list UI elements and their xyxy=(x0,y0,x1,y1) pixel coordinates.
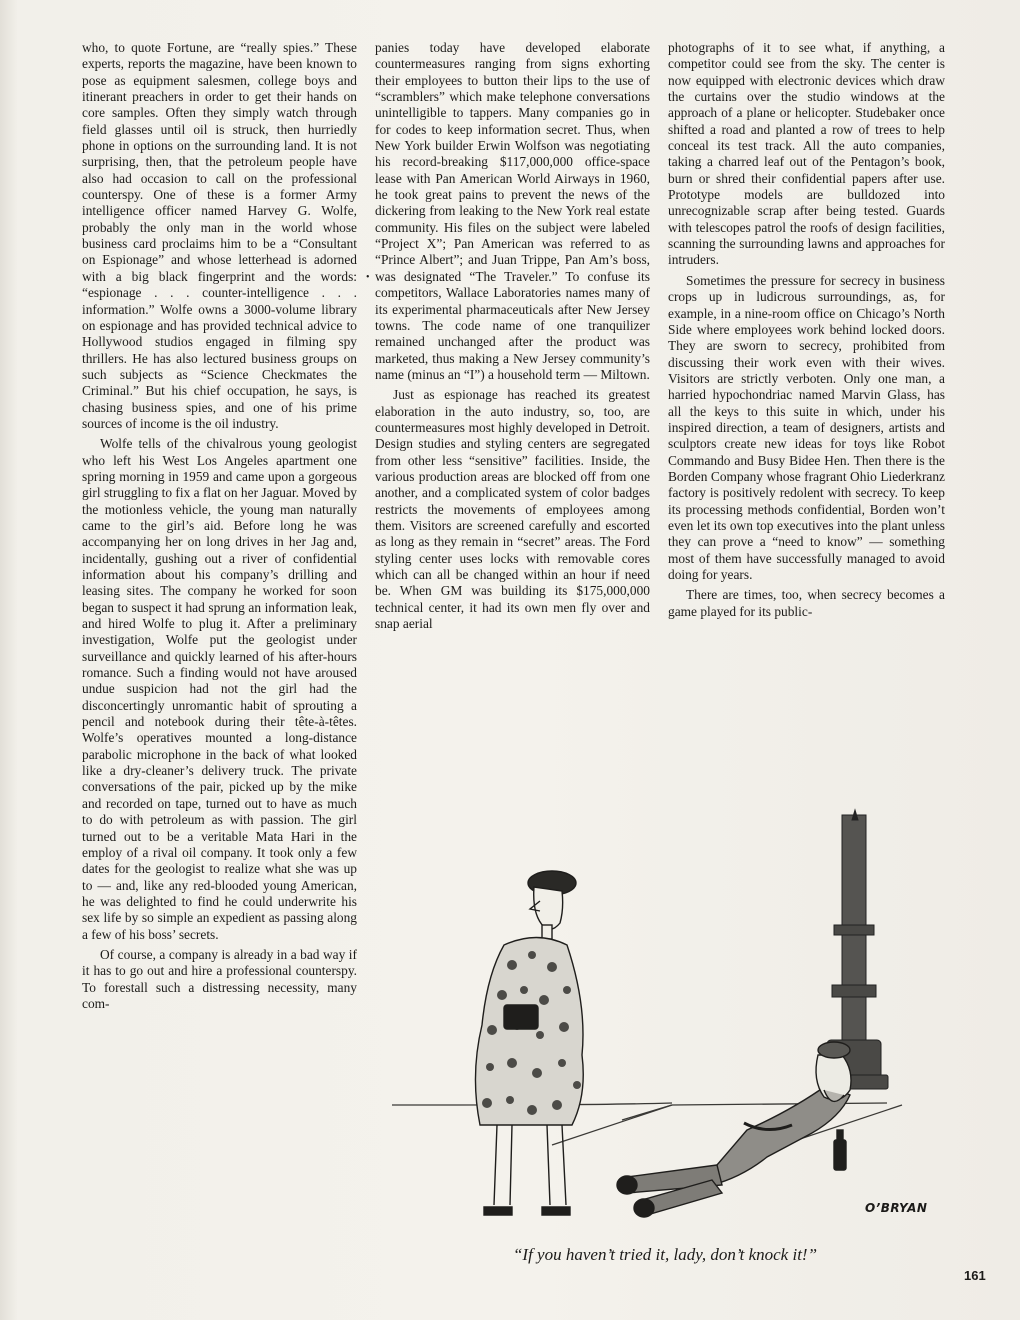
cartoonist-signature: O’BRYAN xyxy=(865,1201,928,1215)
margin-dot: • xyxy=(366,272,370,283)
column-left-paragraph-1: who, to quote Fortune, are “really spies.” These experts, reports the magazine, have been known to pose as equipment salesmen, college boys and itinerant preachers in order to get their hands on core samples. Often they simply watch through field glasses until oil is struck, then hurriedly phone in options on the surrounding land. It is not surprising, then, that the petroleum people have also had occasion to call on the professional counterspy. One of these is a former Army intelligence officer named Harvey G. Wolfe, probably the only man in the world whose business card proclaims him to be a “Consultant on Espionage” and whose letterhead is adorned with a big black fingerprint and the words: “espionage . . . counter-intelligence . . . information.” Wolfe owns a 3000-volume library on espionage and has provided technical advice to Hollywood studios engaged in filming spy thrillers. He has also lectured business groups on such subjects as “Science Checkmates the Criminal.” But his chief occupation, he says, is chasing business spies, and one of his prime sources of income is the oil industry. xyxy=(82,40,357,431)
text-column-left xyxy=(82,40,357,1016)
page-number: 161 xyxy=(964,1268,986,1283)
column-left-paragraph-3: Of course, a company is already in a bad way if it has to go out and hire a professional counterspy. To forestall such a distressing necessity, many com- xyxy=(82,946,357,1011)
cartoon-illustration xyxy=(372,805,972,1230)
column-right-paragraph-1: photographs of it to see what, if anything, a competitor could see from the sky. The center is now equipped with electronic devices which draw the curtains over the studio windows at the approach of a plane or helicopter. Studebaker once shifted a road and planted a row of trees to help conceal its test track. All the auto companies, taking a charred leaf out of the Pentagon’s book, burn or shred their confidential papers after use. Prototype models are bulldozed into unrecognizable scrap after being tested. Guards with telescopes patrol the roofs of design facilities, scanning the surrounding lawns and approaches for intruders. xyxy=(668,40,945,268)
column-left-paragraph-2: Wolfe tells of the chivalrous young geologist who left his West Los Angeles apartment one spring morning in 1959 and came upon a gorgeous girl struggling to fix a flat on her Jaguar. Moved by the motionless vehicle, the young man naturally came to the girl’s aid. Before long he was accompanying her on long drives in her Jag and, incidentally, gushing out a river of confidential information about his company’s drilling and leasing sites. The company he worked for soon began to suspect it had sprung an information leak, and hired Wolfe to plug it. After a preliminary investigation, Wolfe put the geologist under surveillance and quickly learned of his after-hours romance. Such a finding would not have aroused undue suspicion had not the girl had the disconcertingly unromantic habit of sprouting a pencil and notebook during their tête-à-têtes. Wolfe’s operatives mounted a long-distance parabolic microphone in the back of what looked like a dry-cleaner’s delivery truck. The private conversations of the pair, picked up by the mike and recorded on tape, turned out to have as much to do with petroleum as with passion. The girl turned out to be a veritable Mata Hari in the employ of a rival oil company. It took only a few dates for the geologist to realize what she was up to — and, like any red-blooded young American, he was delighted to find he could underwrite his sex life by so simple an expedient as passing along a few of his boss’ secrets. xyxy=(82,436,357,942)
column-middle-paragraph-2: Just as espionage has reached its greatest elaboration in the auto industry, so, too, are countermeasures most highly developed in Detroit. Design studies and styling centers are segregated from other less “sensitive” facilities. Inside, the various production areas are blocked off from one another, and a complicated system of color badges restricts the movements of employees among them. Visitors are screened carefully and escorted as long as they remain in “secret” areas. The Ford styling center uses locks with removable cores which can all be changed within an hour if need be. When GM was building its $175,000,000 technical center, it had its own men fly over and snap aerial xyxy=(375,387,650,632)
column-middle-paragraph-1: panies today have developed elaborate countermeasures ranging from signs exhorting their employees to button their lips to the use of “scramblers” which make telephone conversations unintelligible to tappers. Many companies go in for codes to keep information secret. Thus, when New York builder Erwin Wolfson was negotiating his record-breaking $117,000,000 office-space lease with Pan American World Airways in 1960, he took great pains to prevent the news of the dickering from leaking to the New York real estate community. His files on the subject were labeled “Project X”; Pan American was referred to as “Prince Albert”; and Juan Trippe, Pan Am’s boss, was designated “The Traveler.” To confuse its competitors, Wallace Laboratories names many of its experimental pharmaceuticals after New Jersey towns. The code name of one tranquilizer remained unchanged after the product was marketed, thus making a New Jersey community’s name (minus an “I”) a household term — Miltown. xyxy=(375,40,650,382)
man-figure xyxy=(617,1042,851,1217)
column-right-paragraph-2: Sometimes the pressure for secrecy in business crops up in ludicrous surroundings, as, for example, in a nine-room office on Chicago’s North Side where employees work behind locked doors. They are sworn to secrecy, prohibited from discussing their work even with their wives. Visitors are strictly verboten. Only one man, a harried hypochondriac named Marvin Glass, has all the keys to this suite in which, under his inspired direction, a team of designers, artists and sculptors create new ideas for toys like Robot Commando and Busy Bidee Hen. Then there is the Borden Company whose fragrant Ohio Liederkranz factory is positively redolent with secrecy. To keep its processing methods confidential, Borden won’t even let its own top executives into the plant unless they can prove a “need to know” — something most of them have successfully managed to avoid doing for years. xyxy=(668,272,945,582)
cartoon-caption: “If you haven’t tried it, lady, don’t knock it!” xyxy=(512,1245,818,1264)
text-column-middle xyxy=(375,40,650,636)
text-column-right xyxy=(668,40,945,624)
column-right-paragraph-3: There are times, too, when secrecy becomes a game played for its public- xyxy=(668,587,945,619)
woman-figure xyxy=(475,871,583,1215)
